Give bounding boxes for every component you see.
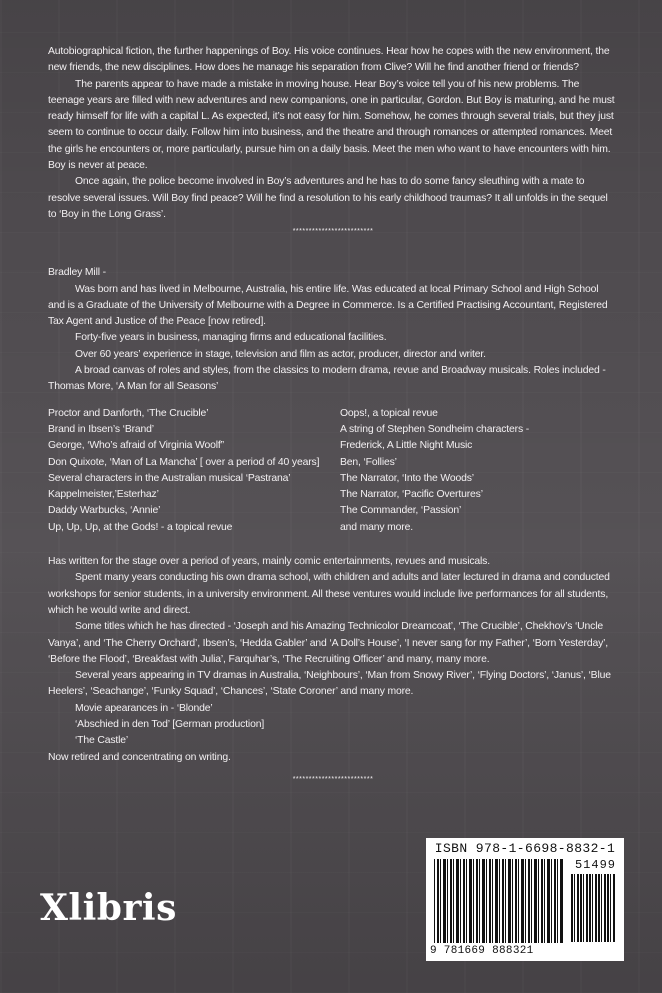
isbn-text: ISBN 978-1-6698-8832-1 <box>434 841 616 856</box>
role-item: The Narrator, ‘Into the Woods’ <box>340 472 474 484</box>
author-name: Bradley Mill - <box>48 267 106 279</box>
roles-list <box>48 406 618 536</box>
blurb-paragraph-3: Once again, the police become involved in Boy’s adventures and he has to do some fancy sleuthing with a mate to resolve several issues. Will Boy find peace? Will he find a resolution to his early childhood traumas? It all unfolds in the sequel to ‘Boy in the Long Grass’. <box>48 176 608 220</box>
back-cover-text <box>48 44 618 786</box>
career-paragraph: Several years appearing in TV dramas in Australia, ‘Neighbours’, ‘Man from Snowy River’, ‘Flying Doctors’, ‘Janus’, ‘Blue Heelers’, ‘Seachange’, ‘Funky Squad’, ‘Chances’, ‘State Coroner’ and many more. <box>48 670 611 698</box>
career-intro: Has written for the stage over a period of years, mainly comic entertainments, revues and musicals. <box>48 556 490 568</box>
role-item: Ben, ‘Follies’ <box>340 456 397 468</box>
roles-left-column <box>48 406 340 536</box>
role-item: Daddy Warbucks, ‘Annie’ <box>48 505 161 517</box>
role-item: A string of Stephen Sondheim characters - <box>340 423 530 435</box>
career-paragraph: Spent many years conducting his own drama school, with children and adults and later lectured in drama and conducted workshops for senior students, in a university environment. All these ventures would include live performances for all students, which he would write and direct. <box>48 572 610 616</box>
career-paragraph: ‘Abschied in den Tod’ [German production] <box>75 718 265 730</box>
publisher-logo: Xlibris <box>40 887 177 929</box>
career-paragraph: ‘The Castle’ <box>75 735 129 747</box>
role-item: and many more. <box>340 521 413 533</box>
roles-right-column <box>340 406 618 536</box>
role-item: Up, Up, Up, at the Gods! - a topical revue <box>48 521 233 533</box>
blurb-paragraph-2: The parents appear to have made a mistake in moving house. Hear Boy’s voice tell you of his new problems. The teenage years are filled with new adventures and new companions, one in particular, Gordon. But Boy is maturing, and he must ready himself for life with a capital L. As expected, it’s not easy for him. Somehow, he comes through several trials, but they just seem to continue to occur daily. Follow him into business, and the theatre and through romances or attempted romances. Meet the girls he encounters or, more particularly, pursue him on a daily basis. Meet the men who want to have encounters with him. Boy is never at peace. <box>48 78 615 172</box>
role-item: Kappelmeister,’Esterhaz’ <box>48 489 159 501</box>
role-item: Several characters in the Australian musical ‘Pastrana’ <box>48 472 291 484</box>
role-item: The Commander, ‘Passion’ <box>340 505 462 517</box>
barcode-bars <box>434 859 564 943</box>
role-item: Don Quixote, ‘Man of La Mancha’ [ over a period of 40 years] <box>48 456 320 468</box>
author-bio-4: A broad canvas of roles and styles, from the classics to modern drama, revue and Broadway musicals. Roles included - Thomas More, ‘A Man for all Seasons’ <box>48 365 606 393</box>
addon-barcode-bars <box>571 874 616 942</box>
role-item: Frederick, A Little Night Music <box>340 440 473 452</box>
role-item: The Narrator, ‘Pacific Overtures’ <box>340 489 483 501</box>
blurb-paragraph-1: Autobiographical fiction, the further happenings of Boy. His voice continues. Hear how he copes with the new environment, the new friends, the new disciplines. How does he manage his separation from Clive? Will he find another friend or friends? <box>48 46 610 74</box>
author-bio-1: Was born and has lived in Melbourne, Australia, his entire life. Was educated at local Primary School and High School and is a Graduate of the University of Melbourne with a Degree in Commerce. Is a Certified Practising Accountant, Registered Tax Agent and Justice of the Peace [now retired]. <box>48 283 608 328</box>
isbn-barcode <box>426 838 624 961</box>
author-bio-2: Forty-five years in business, managing firms and educational facilities. <box>75 332 387 344</box>
separator-bottom: ************************* <box>292 775 374 783</box>
career-closing: Now retired and concentrating on writing. <box>48 751 231 763</box>
career-paragraph: Movie apearances in - ‘Blonde’ <box>75 702 213 714</box>
role-item: Brand in Ibsen’s ‘Brand’ <box>48 423 154 435</box>
role-item: Oops!, a topical revue <box>340 407 438 419</box>
price-addon-number: 51499 <box>574 858 616 872</box>
separator-top: ************************* <box>292 228 374 236</box>
author-bio-3: Over 60 years’ experience in stage, television and film as actor, producer, director and writer. <box>75 348 486 360</box>
role-item: Proctor and Danforth, ‘The Crucible’ <box>48 407 209 419</box>
role-item: George, ‘Who’s afraid of Virginia Woolf” <box>48 440 224 452</box>
ean-number: 9 781669 888321 <box>428 945 570 957</box>
career-paragraph: Some titles which he has directed - ‘Joseph and his Amazing Technicolor Dreamcoat’, ‘The Crucible’, Chekhov’s ‘Uncle Vanya’, and ‘The Cherry Orchard’, Ibsen’s, ‘Hedda Gabler’ and ‘A Doll’s House’, ‘I never sang for my Father’, ‘Born Yesterday’, ‘Before the Flood’, ‘Breakfast with Julia’, Farquhar’s, ‘The Recruiting Officer’ and many, many more. <box>48 621 609 665</box>
